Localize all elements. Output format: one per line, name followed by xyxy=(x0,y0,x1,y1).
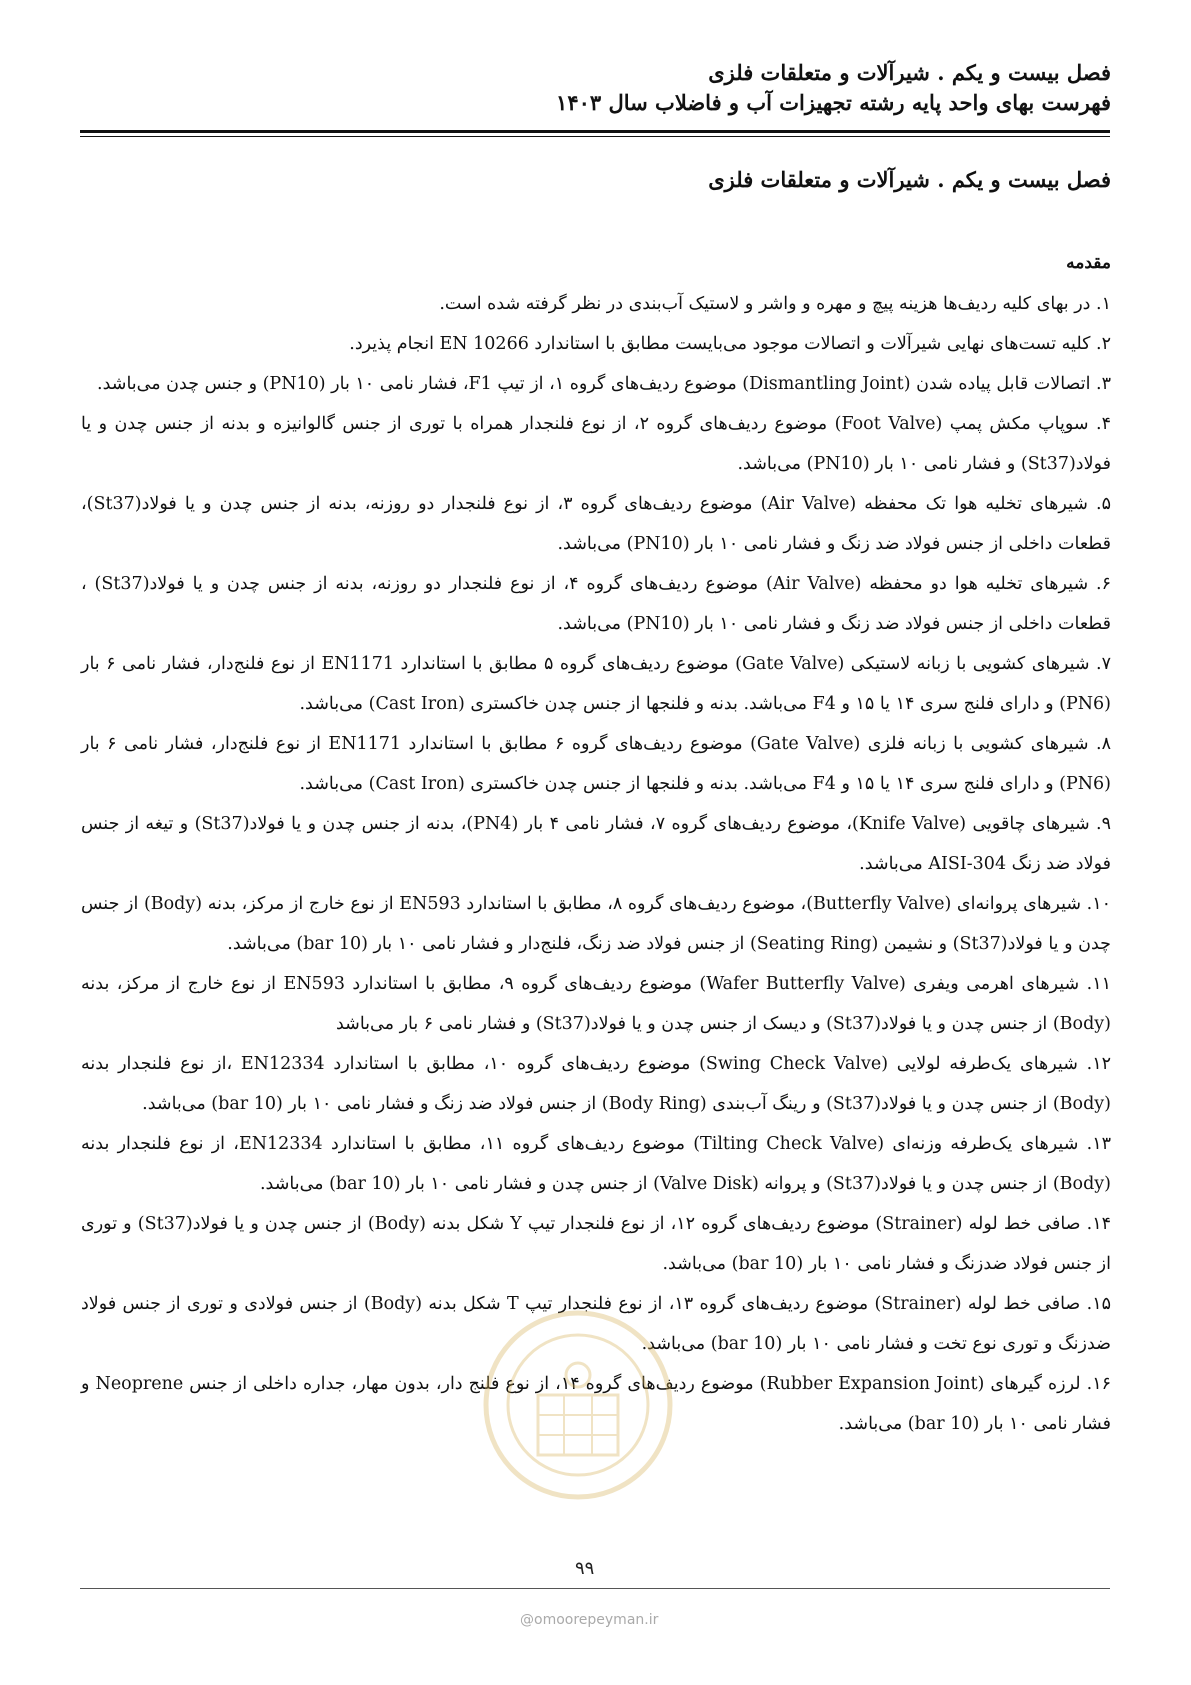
page-header xyxy=(81,58,1111,118)
footer-rule xyxy=(80,1588,1110,1589)
list-item: ۹. شیرهای چاقویی (Knife Valve)، موضوع ردیف‌های گروه ۷، فشار نامی ۴ بار (PN4)، بدنه از جنس چدن و یا فولاد(St37) و تیغه از جنس فولاد ضد زنگ AISI-304 می‌باشد. xyxy=(81,814,1112,874)
section-title: فصل بیست و یکم . شیرآلات و متعلقات فلزی xyxy=(708,167,1111,192)
list-item: ۱۶. لرزه گیرهای (Rubber Expansion Joint) موضوع ردیف‌های گروه ۱۴، از نوع فلنج دار، بدون مهار، جداره داخلی از جنس Neoprene و فشار نامی ۱۰ بار (10 bar) می‌باشد. xyxy=(81,1374,1111,1434)
list-item: ۶. شیرهای تخلیه هوا دو محفظه (Air Valve) موضوع ردیف‌های گروه ۴، از نوع فلنجدار دو روزنه، بدنه از جنس چدن و یا فولاد(St37) ، قطعات داخلی از جنس فولاد ضد زنگ و فشار نامی ۱۰ بار (PN10) می‌باشد. xyxy=(81,574,1111,634)
intro-items-list xyxy=(81,284,1111,1444)
header-rule-thick xyxy=(80,130,1110,133)
list-item: ۱۱. شیرهای اهرمی ویفری (Wafer Butterfly Valve) موضوع ردیف‌های گروه ۹، مطابق با استاندارد EN593 از نوع خارج از مرکز، بدنه (Body) از جنس چدن و یا فولاد(St37) و دیسک از جنس چدن و یا فولاد(St37) و فشار نامی ۶ بار می‌باشد xyxy=(81,974,1111,1034)
header-document-title: فهرست بهای واحد پایه رشته تجهیزات آب و فاضلاب سال ۱۴۰۳ xyxy=(556,90,1111,115)
list-item: ۱۵. صافی خط لوله (Strainer) موضوع ردیف‌های گروه ۱۳، از نوع فلنجدار تیپ T شکل بدنه (Body) از جنس فولادی و توری از جنس فولاد ضدزنگ و توری نوع تخت و فشار نامی ۱۰ بار (10 bar) می‌باشد. xyxy=(81,1294,1111,1354)
header-rule-thin xyxy=(80,136,1110,137)
list-item: ۵. شیرهای تخلیه هوا تک محفظه (Air Valve) موضوع ردیف‌های گروه ۳، از نوع فلنجدار دو روزنه، بدنه از جنس چدن و یا فولاد(St37)، قطعات داخلی از جنس فولاد ضد زنگ و فشار نامی ۱۰ بار (PN10) می‌باشد. xyxy=(81,494,1111,554)
list-item: ۱۲. شیرهای یک‌طرفه لولایی (Swing Check Valve) موضوع ردیف‌های گروه ۱۰، مطابق با استاندارد EN12334 ،از نوع فلنجدار بدنه (Body) از جنس چدن و یا فولاد(St37) و رینگ آب‌بندی (Body Ring) از جنس فولاد ضد زنگ و فشار نامی ۱۰ بار (10 bar) می‌باشد. xyxy=(81,1054,1111,1114)
list-item: ۱. در بهای کلیه ردیف‌ها هزینه پیچ و مهره و واشر و لاستیک آب‌بندی در نظر گرفته شده است. xyxy=(439,294,1111,314)
watermark-seal-icon xyxy=(478,1305,678,1505)
list-item: ۷. شیرهای کشویی با زبانه لاستیکی (Gate Valve) موضوع ردیف‌های گروه ۵ مطابق با استاندارد EN1171 از نوع فلنج‌دار، فشار نامی ۶ بار (PN6) و دارای فلنج سری ۱۴ یا ۱۵ و F4 می‌باشد. بدنه و فلنجها از جنس چدن خاکستری (Cast Iron) می‌باشد. xyxy=(81,654,1111,714)
header-chapter-title: فصل بیست و یکم . شیرآلات و متعلقات فلزی xyxy=(708,60,1111,85)
list-item: ۱۳. شیرهای یک‌طرفه وزنه‌ای (Tilting Check Valve) موضوع ردیف‌های گروه ۱۱، مطابق با استاندارد EN12334، از نوع فلنجدار بدنه (Body) از جنس چدن و یا فولاد(St37) و پروانه (Valve Disk) از جنس چدن و فشار نامی ۱۰ بار (10 bar) می‌باشد. xyxy=(81,1134,1111,1194)
intro-heading: مقدمه xyxy=(1066,253,1111,273)
page-number: ۹۹ xyxy=(575,1558,595,1579)
list-item: ۴. سوپاپ مکش پمپ (Foot Valve) موضوع ردیف‌های گروه ۲، از نوع فلنجدار همراه با توری از جنس گالوانیزه و بدنه از جنس چدن و یا فولاد(St37) و فشار نامی ۱۰ بار (PN10) می‌باشد. xyxy=(81,414,1111,474)
list-item: ۸. شیرهای کشویی با زبانه فلزی (Gate Valve) موضوع ردیف‌های گروه ۶ مطابق با استاندارد EN1171 از نوع فلنج‌دار، فشار نامی ۶ بار (PN6) و دارای فلنج سری ۱۴ یا ۱۵ و F4 می‌باشد. بدنه و فلنجها از جنس چدن خاکستری (Cast Iron) می‌باشد. xyxy=(81,734,1112,794)
list-item: ۱۴. صافی خط لوله (Strainer) موضوع ردیف‌های گروه ۱۲، از نوع فلنجدار تیپ Y شکل بدنه (Body) از جنس چدن و یا فولاد(St37) و توری از جنس فولاد ضدزنگ و فشار نامی ۱۰ بار (10 bar) می‌باشد. xyxy=(81,1214,1112,1274)
website-watermark: @omoorepeyman.ir xyxy=(520,1612,659,1628)
list-item: ۳. اتصالات قابل پیاده شدن (Dismantling Joint) موضوع ردیف‌های گروه ۱، از تیپ F1، فشار نامی ۱۰ بار (PN10) و جنس چدن می‌باشد. xyxy=(97,374,1111,394)
list-item: ۱۰. شیرهای پروانه‌ای (Butterfly Valve)، موضوع ردیف‌های گروه ۸، مطابق با استاندارد EN593 از نوع خارج از مرکز، بدنه (Body) از جنس چدن و یا فولاد(St37) و نشیمن (Seating Ring) از جنس فولاد ضد زنگ، فلنج‌دار و فشار نامی ۱۰ بار (10 bar) می‌باشد. xyxy=(81,894,1111,954)
list-item: ۲. کلیه تست‌های نهایی شیرآلات و اتصالات موجود می‌بایست مطابق با استاندارد EN 10266 انجام پذیرد. xyxy=(349,334,1111,354)
